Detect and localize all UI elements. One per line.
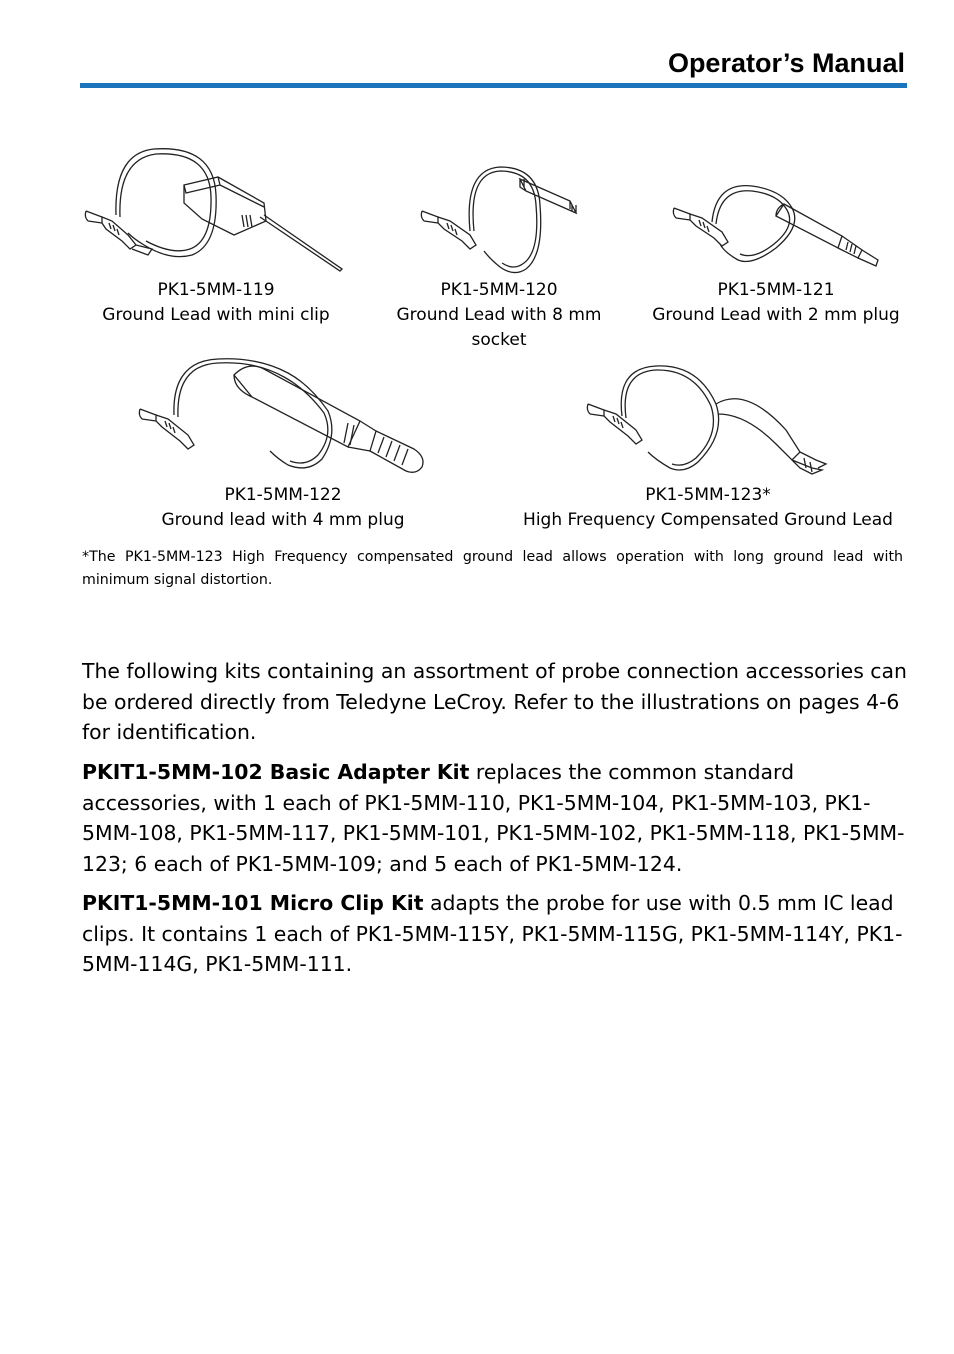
caption-description: High Frequency Compensated Ground Lead <box>523 510 893 530</box>
intro-paragraph: The following kits containing an assortment of probe connection accessories can be ordered directly from Teledyne LeCroy. Refer to the illustrations on pages 4-6 for identification. <box>82 659 907 745</box>
header-rule <box>80 83 907 88</box>
page-header-title: Operator’s Manual <box>667 48 905 78</box>
figure-pk1-5mm-120 <box>420 165 582 277</box>
ground-lead-8mm-socket-illustration <box>420 165 582 277</box>
footnote: *The PK1-5MM-123 High Frequency compensated ground lead allows operation with long ground lead with minimum signal distortion. <box>82 549 903 588</box>
caption-pk1-5mm-122 <box>130 483 436 533</box>
ground-lead-4mm-plug-illustration <box>138 355 430 481</box>
caption-part-number: PK1-5MM-120 <box>440 280 558 300</box>
kit-description-micro-clip: adapts the probe for use with 0.5 mm IC lead clips. It contains 1 each of PK1-5MM-115Y, PK1-5MM-115G, PK1-5MM-114Y, PK1-5MM-114G, PK1-5MM-111. <box>82 891 903 977</box>
figure-pk1-5mm-121 <box>672 182 892 274</box>
figure-pk1-5mm-123 <box>586 364 836 478</box>
caption-description: Ground Lead with mini clip <box>102 305 330 325</box>
caption-pk1-5mm-123 <box>510 483 906 533</box>
figure-pk1-5mm-119 <box>84 145 346 275</box>
caption-part-number: PK1-5MM-122 <box>224 485 342 505</box>
ground-lead-mini-clip-illustration <box>84 145 346 275</box>
kit-name-micro-clip: PKIT1-5MM-101 Micro Clip Kit <box>82 891 424 915</box>
caption-pk1-5mm-119 <box>60 278 372 328</box>
caption-part-number: PK1-5MM-123* <box>645 485 771 505</box>
kit-paragraph-basic-adapter <box>82 757 912 880</box>
kit-description-basic-adapter: replaces the common standard accessories, with 1 each of PK1-5MM-110, PK1-5MM-104, PK1-5MM-103, PK1-5MM-108, PK1-5MM-117, PK1-5MM-101, PK1-5MM-102, PK1-5MM-118, PK1-5MM-123; 6 each of PK1-5MM-109; and 5 each of PK1-5MM-124. <box>82 760 905 877</box>
caption-pk1-5mm-121 <box>640 278 912 328</box>
caption-description: Ground Lead with 2 mm plug <box>652 305 900 325</box>
figure-pk1-5mm-122 <box>138 355 430 481</box>
kit-name-basic-adapter: PKIT1-5MM-102 Basic Adapter Kit <box>82 760 470 784</box>
ground-lead-2mm-plug-illustration <box>672 182 892 274</box>
caption-description: socket <box>471 330 527 350</box>
caption-description: Ground Lead with 8 mm <box>396 305 602 325</box>
caption-description: Ground lead with 4 mm plug <box>161 510 405 530</box>
caption-pk1-5mm-120 <box>380 278 618 353</box>
caption-part-number: PK1-5MM-119 <box>157 280 275 300</box>
kit-paragraph-micro-clip <box>82 888 912 980</box>
hf-compensated-ground-lead-illustration <box>586 364 836 478</box>
caption-part-number: PK1-5MM-121 <box>717 280 835 300</box>
